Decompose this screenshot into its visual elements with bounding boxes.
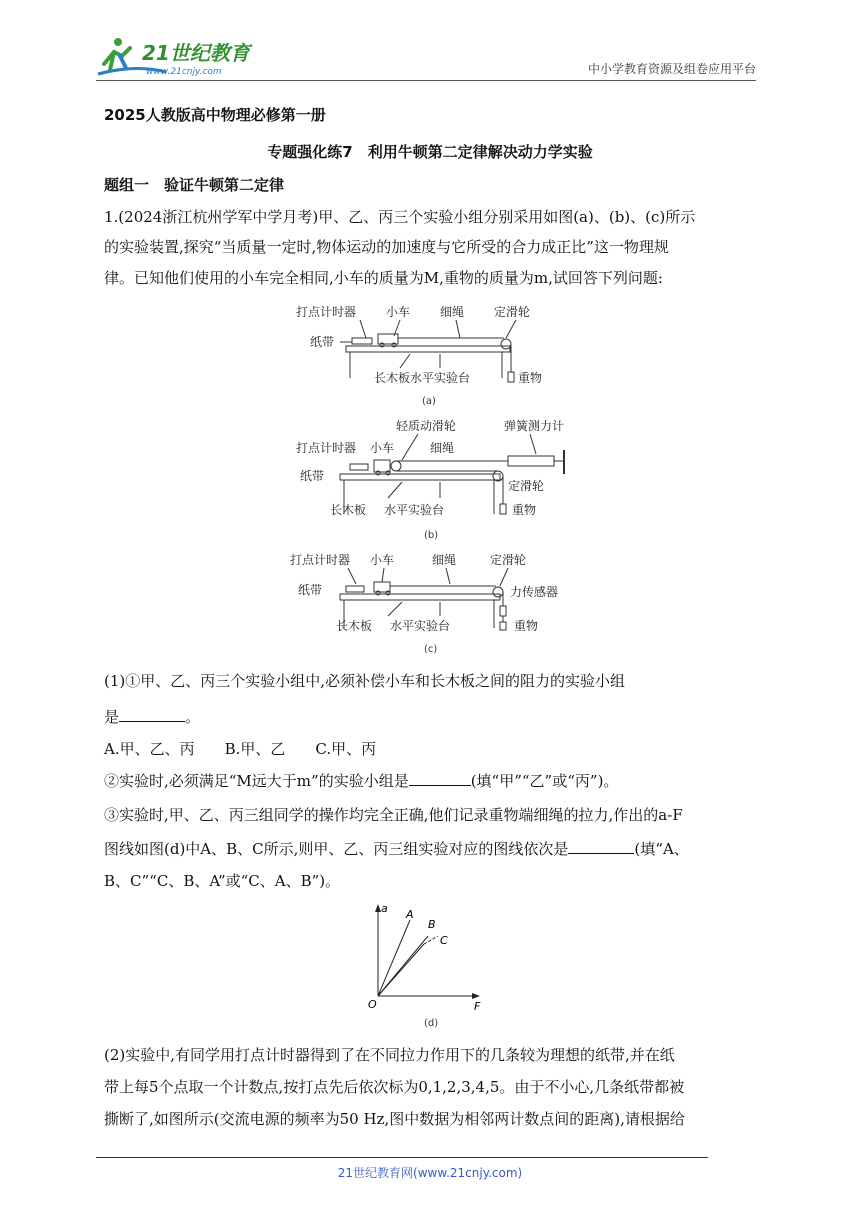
q1-line-1: 1.(2024浙江杭州学军中学月考)甲、乙、丙三个实验小组分别采用如图(a)、(b)、(c)所示 [104,208,696,226]
fig-d-y-label: a [381,902,388,915]
fig-b-cart-label: 小车 [370,441,395,455]
p3-line-3: B、C”“C、B、A”或“C、A、B”)。 [104,872,341,890]
fig-b-spring-scale-label: 弹簧测力计 [504,419,565,433]
fig-c-cart-label: 小车 [370,553,395,567]
q1-line-3: 律。已知他们使用的小车完全相同,小车的质量为M,重物的质量为m,试回答下列问题: [104,269,663,287]
fig-b-timer-label: 打点计时器 [296,441,357,455]
figure-d [364,898,494,1032]
fig-d-x-arrow-icon [472,993,480,999]
p1-line-2-end: 。 [185,708,201,726]
group-title: 题组一 验证牛顿第二定律 [104,176,285,194]
fig-b-table-label: 水平实验台 [384,503,445,517]
fig-c-pulley-label: 定滑轮 [490,553,527,567]
answer-blank-3[interactable] [568,837,634,854]
fig-d-origin-label: O [368,998,377,1011]
p1-line-1: (1)①甲、乙、丙三个实验小组中,必须补偿小车和长木板之间的阻力的实验小组 [104,672,626,690]
q2-line-3: 撕断了,如图所示(交流电源的频率为50 Hz,图中数据为相邻两计数点间的距离),请根据给 [104,1110,685,1128]
fig-d-b-label: B [428,918,436,931]
q2-line-2: 带上每5个点取一个计数点,按打点先后依次标为0,1,2,3,4,5。由于不小心,几条纸带都被 [104,1078,685,1096]
fig-d-x-label: F [474,1000,481,1013]
fig-b-pulley-label: 定滑轮 [508,479,545,493]
fig-d-line-a [378,920,410,996]
header-divider [96,80,756,81]
logo-url: www.21cnjy.com [146,67,222,77]
fig-c-caption: (c) [424,644,438,655]
fig-b-rope-label: 细绳 [430,441,455,455]
fig-c-sensor-label: 力传感器 [510,585,559,599]
fig-a-caption: (a) [422,396,436,407]
fig-b-light-pulley-label: 轻质动滑轮 [396,419,457,433]
figure-c [290,548,580,658]
fig-c-timer-label: 打点计时器 [290,553,351,567]
fig-b-board-label: 长木板 [330,503,367,517]
header-tagline: 中小学教育资源及组卷应用平台 [587,62,756,76]
fig-a-rope-label: 细绳 [440,305,465,319]
fig-c-board-label: 长木板 [336,619,373,633]
fig-c-weight-label: 重物 [514,619,539,633]
p3-line-2-text: 图线如图(d)中A、B、C所示,则甲、乙、丙三组实验对应的图线依次是 [104,840,569,858]
fig-a-pulley-label: 定滑轮 [494,305,531,319]
book-title: 2025人教版高中物理必修第一册 [104,106,326,124]
answer-blank-1[interactable] [119,705,185,722]
figure-a [290,298,580,412]
p1-line-2 [104,702,200,732]
fig-c-rope-label: 细绳 [432,553,457,567]
logo-text: 21世纪教育 [142,41,250,65]
fig-a-weight-label: 重物 [518,371,543,385]
fig-a-table-label: 水平实验台 [410,371,471,385]
choices-line: A.甲、乙、丙 B.甲、乙 C.甲、丙 [104,740,377,758]
fig-a-cart-label: 小车 [386,305,411,319]
fig-a-timer-label: 打点计时器 [296,305,357,319]
fig-c-table-label: 水平实验台 [390,619,451,633]
footer-link[interactable]: 21世纪教育网(www.21cnjy.com) [337,1166,523,1180]
fig-d-c-label: C [440,934,448,947]
footer-divider [96,1157,708,1158]
p1-line-2-text: 是 [104,708,120,726]
p3-line-2-end: (填“A、 [634,840,689,858]
q2-line-1: (2)实验中,有同学用打点计时器得到了在不同拉力作用下的几条较为理想的纸带,并在纸 [104,1046,675,1064]
p3-line-1: ③实验时,甲、乙、丙三组同学的操作均完全正确,他们记录重物端细绳的拉力,作出的a-F [104,806,683,824]
fig-b-caption: (b) [424,530,439,541]
p3-line-2 [104,834,689,864]
p2-end: (填“甲”“乙”或“丙”)。 [470,772,619,790]
fig-b-tape-label: 纸带 [300,469,325,483]
fig-d-caption: (d) [424,1018,439,1029]
fig-b-weight-label: 重物 [512,503,537,517]
figure-b [290,414,590,544]
fig-a-board-label: 长木板 [374,371,411,385]
q1-line-2: 的实验装置,探究“当质量一定时,物体运动的加速度与它所受的合力成正比”这一物理规 [104,238,669,256]
section-title: 专题强化练7 利用牛顿第二定律解决动力学实验 [267,143,593,161]
answer-blank-2[interactable] [409,769,471,786]
fig-d-a-label: A [406,908,414,921]
fig-a-tape-label: 纸带 [310,335,335,349]
p2-text: ②实验时,必须满足“M远大于m”的实验小组是 [104,772,409,790]
fig-d-line-c [378,944,424,996]
site-logo [96,34,266,78]
p2-line [104,766,618,796]
fig-c-tape-label: 纸带 [298,583,323,597]
fig-d-line-c-dashed [424,936,438,944]
